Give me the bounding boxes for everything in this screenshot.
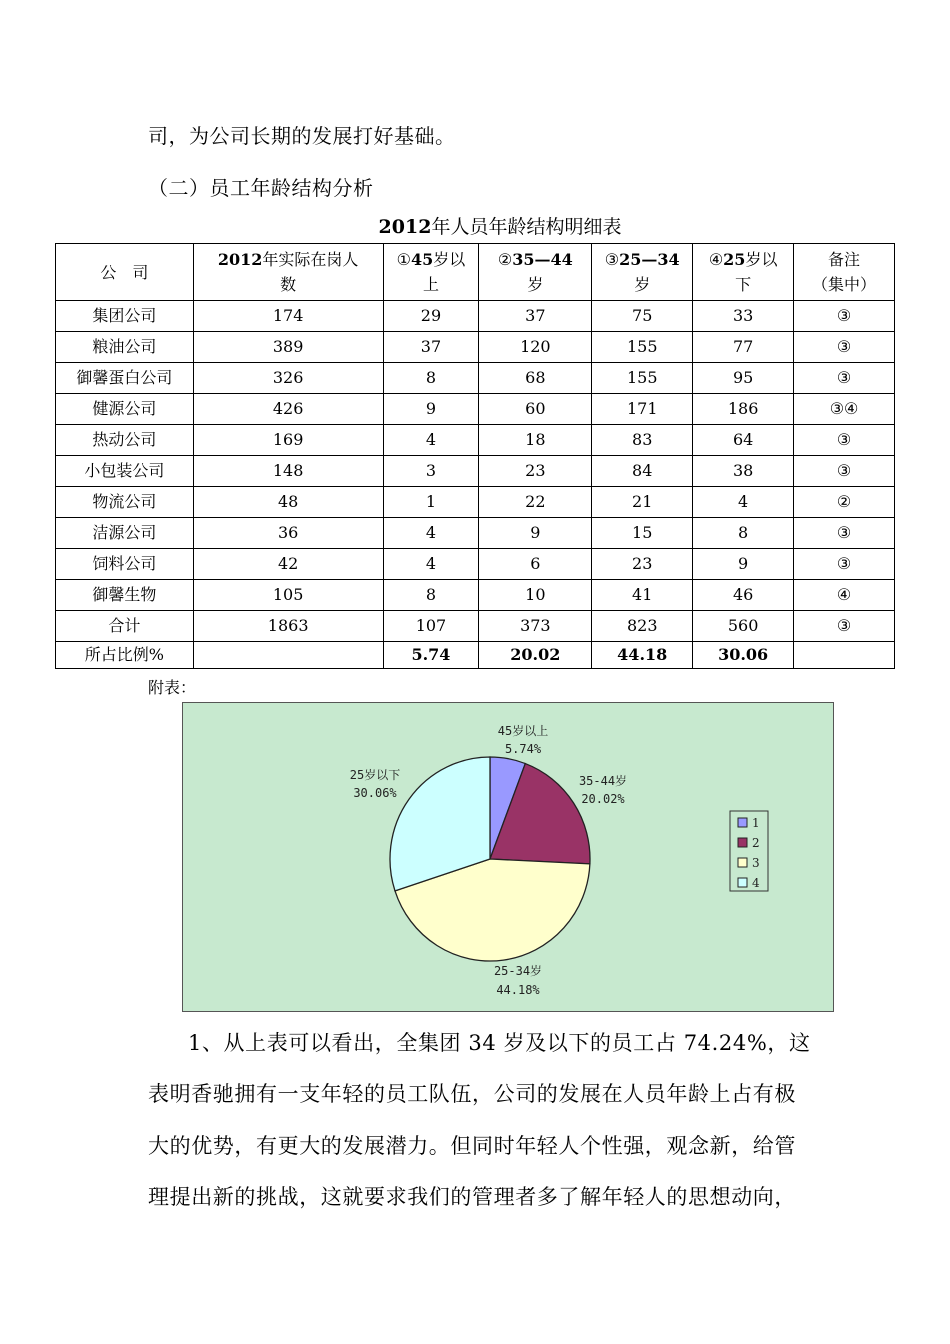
cell-age-35-44: 9 (479, 518, 592, 549)
cell-actual-staff: 174 (193, 301, 383, 332)
table-row (56, 332, 895, 363)
table-row (56, 456, 895, 487)
cell-age-35-44: 10 (479, 580, 592, 611)
cell-age-25-34: 83 (592, 425, 693, 456)
table-row (56, 487, 895, 518)
cell-company: 小包装公司 (56, 456, 194, 487)
cell-company: 合计 (56, 611, 194, 642)
cell-company: 洁源公司 (56, 518, 194, 549)
table-row (56, 425, 895, 456)
cell-company: 饲料公司 (56, 549, 194, 580)
cell-company: 御馨蛋白公司 (56, 363, 194, 394)
cell-age-under-25: 64 (693, 425, 794, 456)
cell-age-35-44: 18 (479, 425, 592, 456)
slice-label-1: 45岁以上 (497, 724, 549, 738)
table-row (56, 518, 895, 549)
header-age-35-44: ②35—44 岁 (479, 244, 592, 301)
cell-age-45-plus: 8 (383, 580, 479, 611)
header-age-under-25: ④25岁以 下 (693, 244, 794, 301)
table-row (56, 363, 895, 394)
table-row-percentage (56, 642, 895, 669)
body-line-3: 大的优势，有更大的发展潜力。但同时年轻人个性强，观念新，给管 (148, 1134, 796, 1158)
intro-paragraph: 司，为公司长期的发展打好基础。 (148, 124, 456, 148)
table-title (0, 212, 950, 239)
cell-age-25-34: 155 (592, 332, 693, 363)
cell-age-under-25: 38 (693, 456, 794, 487)
legend-swatch-3 (738, 858, 747, 867)
cell-age-under-25: 77 (693, 332, 794, 363)
cell-age-35-44: 120 (479, 332, 592, 363)
cell-actual-staff: 36 (193, 518, 383, 549)
cell-age-45-plus: 1 (383, 487, 479, 518)
cell-age-25-34: 155 (592, 363, 693, 394)
cell-actual-staff: 389 (193, 332, 383, 363)
cell-age-45-plus: 107 (383, 611, 479, 642)
table-row (56, 549, 895, 580)
header-age-25-34: ③25—34 岁 (592, 244, 693, 301)
cell-age-35-44: 60 (479, 394, 592, 425)
cell-age-under-25: 33 (693, 301, 794, 332)
legend-swatch-2 (738, 838, 747, 847)
cell-age-35-44: 68 (479, 363, 592, 394)
body-line-2: 表明香驰拥有一支年轻的员工队伍，公司的发展在人员年龄上占有极 (148, 1082, 796, 1106)
cell-age-45-plus: 4 (383, 518, 479, 549)
cell-actual-staff: 148 (193, 456, 383, 487)
cell-age-45-plus: 4 (383, 549, 479, 580)
cell-age-25-34: 823 (592, 611, 693, 642)
cell-actual-staff: 42 (193, 549, 383, 580)
cell-age-under-25: 95 (693, 363, 794, 394)
cell-age-35-44: 23 (479, 456, 592, 487)
legend-label-4: 4 (752, 876, 760, 890)
age-pie-chart (182, 702, 834, 1012)
cell-note: ④ (794, 580, 895, 611)
cell-company: 御馨生物 (56, 580, 194, 611)
body-line-4: 理提出新的挑战，这就要求我们的管理者多了解年轻人的思想动向， (148, 1185, 796, 1209)
cell-age-35-44: 37 (479, 301, 592, 332)
slice-label-4: 25岁以下 (349, 768, 401, 782)
slice-percent-1: 5.74% (504, 742, 542, 756)
cell-actual-staff: 326 (193, 363, 383, 394)
cell-age-35-44: 6 (479, 549, 592, 580)
cell-company: 健源公司 (56, 394, 194, 425)
cell-note: ② (794, 487, 895, 518)
slice-percent-2: 20.02% (581, 792, 625, 806)
table-row (56, 611, 895, 642)
pct-cell-company: 所占比例% (56, 642, 194, 669)
slice-percent-3: 44.18% (496, 983, 540, 997)
table-title-text: 年人员年龄结构明细表 (431, 216, 622, 238)
cell-actual-staff: 48 (193, 487, 383, 518)
cell-company: 粮油公司 (56, 332, 194, 363)
cell-company: 热动公司 (56, 425, 194, 456)
pct-cell-actual-staff (193, 642, 383, 669)
cell-age-25-34: 75 (592, 301, 693, 332)
pct-cell-age-25-34: 44.18 (592, 642, 693, 669)
cell-actual-staff: 1863 (193, 611, 383, 642)
pct-cell-age-under-25: 30.06 (693, 642, 794, 669)
slice-percent-4: 30.06% (353, 786, 397, 800)
cell-age-under-25: 186 (693, 394, 794, 425)
cell-age-25-34: 23 (592, 549, 693, 580)
section-heading: （二）员工年龄结构分析 (148, 176, 374, 200)
cell-age-under-25: 8 (693, 518, 794, 549)
cell-age-under-25: 4 (693, 487, 794, 518)
cell-age-35-44: 373 (479, 611, 592, 642)
cell-note: ③ (794, 549, 895, 580)
cell-age-25-34: 41 (592, 580, 693, 611)
cell-note: ③ (794, 456, 895, 487)
legend-label-3: 3 (752, 856, 760, 870)
cell-note: ③ (794, 425, 895, 456)
table-header-row (56, 244, 895, 301)
cell-age-45-plus: 29 (383, 301, 479, 332)
cell-note: ③ (794, 611, 895, 642)
pie-chart-svg (183, 703, 833, 1011)
cell-age-under-25: 9 (693, 549, 794, 580)
cell-age-45-plus: 9 (383, 394, 479, 425)
cell-age-45-plus: 3 (383, 456, 479, 487)
pct-cell-note (794, 642, 895, 669)
header-actual-staff: 2012年实际在岗人 数 (193, 244, 383, 301)
slice-label-3: 25-34岁 (493, 964, 543, 978)
table-row (56, 394, 895, 425)
age-structure-table (55, 243, 895, 669)
slice-label-2: 35-44岁 (578, 774, 628, 788)
cell-note: ③ (794, 332, 895, 363)
cell-age-25-34: 84 (592, 456, 693, 487)
cell-note: ③ (794, 518, 895, 549)
legend-label-2: 2 (752, 836, 760, 850)
pct-cell-age-35-44: 20.02 (479, 642, 592, 669)
cell-age-45-plus: 37 (383, 332, 479, 363)
cell-company: 物流公司 (56, 487, 194, 518)
cell-age-45-plus: 4 (383, 425, 479, 456)
cell-actual-staff: 105 (193, 580, 383, 611)
cell-actual-staff: 169 (193, 425, 383, 456)
cell-note: ③ (794, 301, 895, 332)
header-company: 公 司 (56, 244, 194, 301)
appendix-label: 附表： (148, 678, 197, 697)
cell-age-45-plus: 8 (383, 363, 479, 394)
cell-note: ③④ (794, 394, 895, 425)
cell-age-35-44: 22 (479, 487, 592, 518)
legend-swatch-4 (738, 878, 747, 887)
legend-label-1: 1 (752, 816, 760, 830)
table-row (56, 301, 895, 332)
legend-swatch-1 (738, 818, 747, 827)
header-note: 备注 （集中） (794, 244, 895, 301)
table-row (56, 580, 895, 611)
cell-note: ③ (794, 363, 895, 394)
cell-age-under-25: 46 (693, 580, 794, 611)
cell-company: 集团公司 (56, 301, 194, 332)
header-age-45-plus: ①45岁以 上 (383, 244, 479, 301)
cell-age-under-25: 560 (693, 611, 794, 642)
cell-age-25-34: 171 (592, 394, 693, 425)
pct-cell-age-45-plus: 5.74 (383, 642, 479, 669)
legend-box (730, 811, 768, 891)
table-title-year: 2012 (378, 216, 432, 238)
cell-age-25-34: 21 (592, 487, 693, 518)
body-line-1: 1、从上表可以看出，全集团 34 岁及以下的员工占 74.24%，这 (188, 1031, 811, 1055)
cell-actual-staff: 426 (193, 394, 383, 425)
cell-age-25-34: 15 (592, 518, 693, 549)
